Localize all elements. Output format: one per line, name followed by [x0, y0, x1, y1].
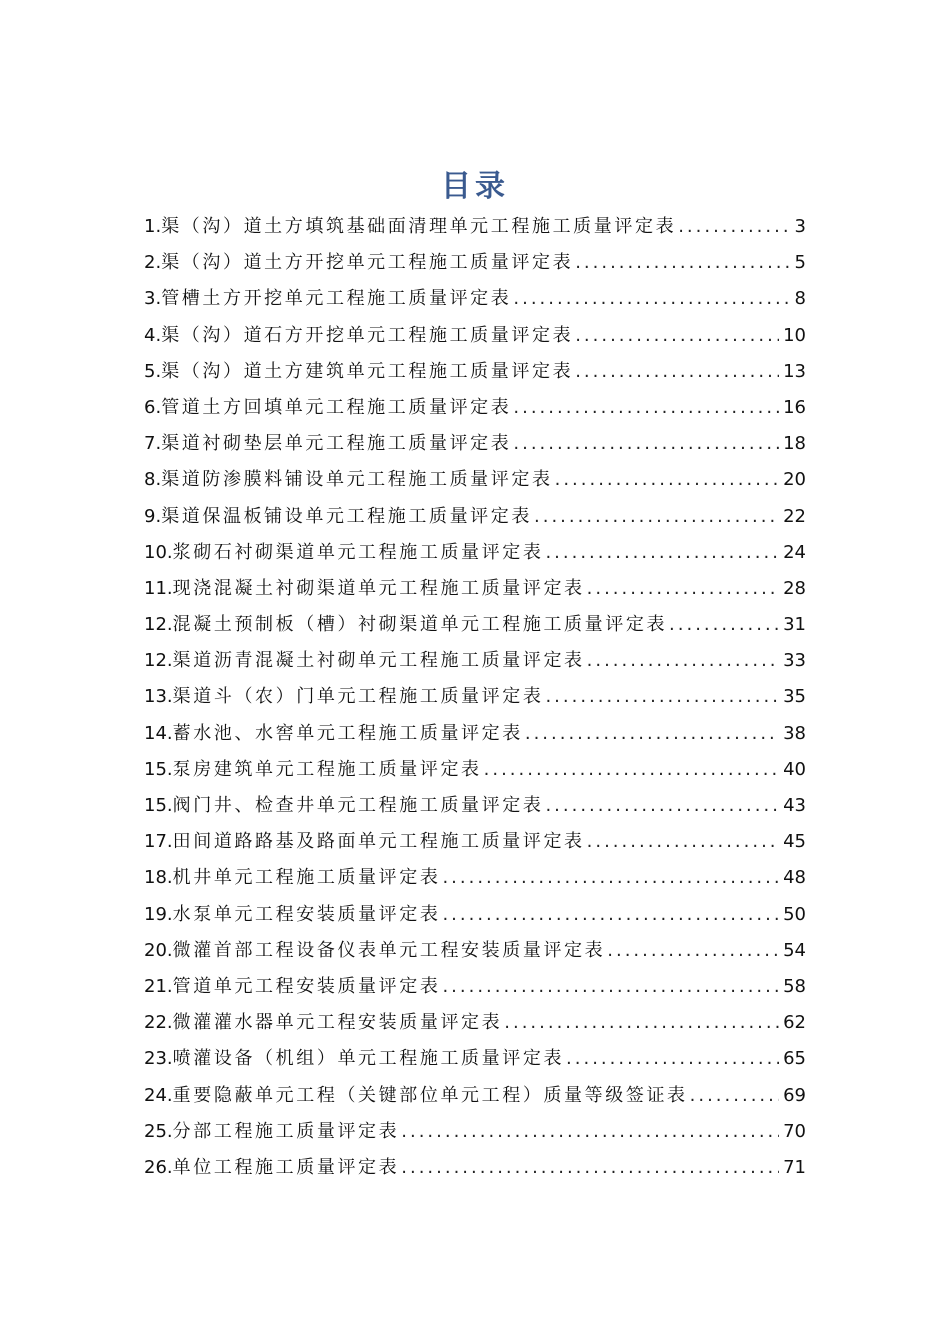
toc-entry-number: 9.: [144, 505, 162, 527]
toc-entry-title: 田间道路路基及路面单元工程施工质量评定表: [172, 831, 585, 853]
toc-dot-leader: [575, 252, 790, 273]
toc-list: [144, 212, 806, 1189]
toc-entry-page-number: 31: [783, 614, 806, 636]
toc-dot-leader: [678, 216, 790, 237]
toc-entry[interactable]: [144, 972, 806, 1008]
toc-dot-leader: [442, 904, 779, 925]
toc-entry-title: 渠（沟）道土方建筑单元工程施工质量评定表: [161, 360, 574, 382]
toc-entry[interactable]: [144, 212, 806, 248]
toc-entry-title: 阀门井、检查井单元工程施工质量评定表: [172, 795, 544, 816]
toc-entry-title: 重要隐蔽单元工程（关键部位单元工程）质量等级签证表: [172, 1084, 688, 1106]
toc-entry[interactable]: [144, 502, 806, 538]
toc-entry-title: 微灌灌水器单元工程安装质量评定表: [172, 1012, 503, 1034]
toc-entry-title: 泵房建筑单元工程施工质量评定表: [172, 758, 482, 780]
toc-entry-number: 24.: [144, 1084, 173, 1106]
toc-entry-title: 浆砌石衬砌渠道单元工程施工质量评定表: [172, 541, 544, 563]
toc-dot-leader: [534, 506, 779, 527]
toc-entry-page-number: 35: [783, 686, 806, 708]
toc-entry[interactable]: [144, 321, 806, 357]
toc-entry[interactable]: [144, 827, 806, 863]
toc-dot-leader: [669, 614, 779, 635]
toc-dot-leader: [566, 1048, 779, 1069]
toc-dot-leader: [504, 1012, 779, 1033]
toc-entry-number: 20.: [144, 939, 173, 961]
toc-entry-page-number: 5: [794, 252, 806, 274]
toc-entry-number: 19.: [144, 903, 173, 925]
toc-entry[interactable]: [144, 719, 806, 755]
toc-entry[interactable]: [144, 1117, 806, 1153]
toc-entry[interactable]: [144, 936, 806, 972]
toc-entry-number: 10.: [144, 541, 173, 563]
toc-dot-leader: [401, 1157, 779, 1178]
toc-entry-page-number: 20: [783, 469, 806, 491]
toc-entry-title: 渠道斗（农）门单元工程施工质量评定表: [172, 686, 544, 708]
toc-dot-leader: [484, 759, 779, 780]
toc-entry[interactable]: [144, 465, 806, 501]
toc-entry-number: 15.: [144, 758, 173, 780]
toc-entry-title: 分部工程施工质量评定表: [172, 1120, 400, 1142]
toc-entry-page-number: 43: [783, 795, 806, 816]
toc-entry[interactable]: [144, 1044, 806, 1080]
toc-entry[interactable]: [144, 429, 806, 465]
toc-dot-leader: [690, 1085, 779, 1106]
toc-entry-number: 25.: [144, 1120, 173, 1142]
toc-dot-leader: [545, 795, 779, 816]
toc-entry-page-number: 33: [783, 650, 806, 672]
toc-entry[interactable]: [144, 574, 806, 610]
toc-entry-title: 单位工程施工质量评定表: [172, 1156, 400, 1178]
toc-entry-number: 11.: [144, 577, 173, 599]
toc-entry-page-number: 62: [783, 1012, 806, 1034]
toc-entry-page-number: 54: [783, 939, 806, 961]
toc-entry-title: 渠道防渗膜料铺设单元工程施工质量评定表: [161, 469, 553, 491]
toc-entry-title: 机井单元工程施工质量评定表: [172, 867, 441, 889]
toc-entry[interactable]: [144, 610, 806, 646]
toc-dot-leader: [545, 686, 779, 707]
toc-entry-page-number: 24: [783, 541, 806, 563]
toc-entry[interactable]: [144, 755, 806, 791]
toc-entry-title: 水泵单元工程安装质量评定表: [172, 903, 441, 925]
toc-entry-page-number: 18: [783, 433, 806, 455]
toc-entry-title: 喷灌设备（机组）单元工程施工质量评定表: [172, 1048, 565, 1070]
toc-dot-leader: [587, 578, 779, 599]
toc-entry-number: 23.: [144, 1048, 173, 1070]
toc-entry[interactable]: [144, 1081, 806, 1117]
toc-entry-title: 渠道衬砌垫层单元工程施工质量评定表: [161, 433, 512, 455]
toc-entry-title: 渠（沟）道土方开挖单元工程施工质量评定表: [161, 252, 574, 274]
toc-dot-leader: [575, 361, 779, 382]
toc-entry[interactable]: [144, 393, 806, 429]
toc-entry[interactable]: [144, 682, 806, 718]
toc-entry-page-number: 65: [783, 1048, 806, 1070]
toc-entry-title: 管槽土方开挖单元工程施工质量评定表: [161, 288, 512, 310]
toc-entry[interactable]: [144, 248, 806, 284]
toc-entry-page-number: 70: [783, 1120, 806, 1142]
toc-dot-leader: [587, 650, 779, 671]
toc-entry[interactable]: [144, 284, 806, 320]
toc-entry-number: 12.: [144, 650, 173, 672]
toc-dot-leader: [442, 976, 779, 997]
toc-entry-number: 17.: [144, 831, 173, 853]
toc-entry-number: 14.: [144, 722, 173, 744]
toc-entry[interactable]: [144, 357, 806, 393]
toc-dot-leader: [513, 397, 779, 418]
toc-entry-number: 1.: [144, 216, 162, 237]
toc-dot-leader: [545, 542, 779, 563]
toc-dot-leader: [607, 940, 779, 961]
toc-dot-leader: [442, 867, 779, 888]
toc-dot-leader: [587, 831, 779, 852]
toc-entry-number: 4.: [144, 324, 162, 346]
toc-entry-title: 管道单元工程安装质量评定表: [172, 975, 441, 997]
toc-entry-page-number: 22: [783, 505, 806, 527]
toc-dot-leader: [513, 433, 779, 454]
toc-dot-leader: [513, 288, 790, 309]
toc-entry-number: 2.: [144, 252, 162, 274]
toc-entry-number: 7.: [144, 433, 162, 455]
toc-entry-title: 混凝土预制板（槽）衬砌渠道单元工程施工质量评定表: [172, 614, 668, 636]
toc-entry[interactable]: [144, 1153, 806, 1189]
toc-entry-title: 管道土方回填单元工程施工质量评定表: [161, 396, 512, 418]
toc-entry-title: 蓄水池、水窖单元工程施工质量评定表: [172, 722, 523, 744]
toc-entry-page-number: 16: [783, 396, 806, 418]
toc-entry-page-number: 28: [783, 577, 806, 599]
toc-title: 目录: [441, 169, 509, 204]
toc-entry-page-number: 71: [783, 1156, 806, 1178]
toc-dot-leader: [525, 723, 779, 744]
toc-entry-page-number: 48: [783, 867, 806, 889]
toc-entry-page-number: 10: [783, 324, 806, 346]
toc-entry-number: 21.: [144, 975, 173, 997]
toc-entry-page-number: 50: [783, 903, 806, 925]
toc-dot-leader: [575, 325, 779, 346]
toc-entry-title: 渠道保温板铺设单元工程施工质量评定表: [161, 505, 532, 527]
toc-entry-title: 渠道沥青混凝土衬砌单元工程施工质量评定表: [172, 650, 585, 672]
toc-entry-number: 8.: [144, 469, 162, 491]
toc-entry[interactable]: [144, 1008, 806, 1044]
toc-entry-number: 18.: [144, 867, 173, 889]
toc-entry-page-number: 45: [783, 831, 806, 853]
toc-entry[interactable]: [144, 863, 806, 899]
toc-entry-page-number: 69: [783, 1084, 806, 1106]
toc-entry-page-number: 13: [783, 360, 806, 382]
toc-entry-number: 22.: [144, 1012, 173, 1034]
toc-entry-number: 13.: [144, 686, 173, 708]
toc-entry-page-number: 58: [783, 975, 806, 997]
toc-entry-number: 12.: [144, 614, 173, 636]
toc-entry[interactable]: [144, 791, 806, 827]
toc-entry-title: 渠（沟）道土方填筑基础面清理单元工程施工质量评定表: [161, 216, 677, 237]
toc-entry-page-number: 8: [794, 288, 806, 310]
toc-entry-title: 微灌首部工程设备仪表单元工程安装质量评定表: [172, 939, 606, 961]
toc-entry[interactable]: [144, 646, 806, 682]
toc-entry-number: 15.: [144, 795, 173, 816]
toc-entry-page-number: 3: [794, 216, 806, 237]
toc-entry-page-number: 38: [783, 722, 806, 744]
toc-entry-number: 3.: [144, 288, 162, 310]
toc-entry-number: 6.: [144, 396, 162, 418]
toc-dot-leader: [401, 1121, 779, 1142]
toc-entry-page-number: 40: [783, 758, 806, 780]
toc-entry[interactable]: [144, 538, 806, 574]
toc-entry-number: 5.: [144, 360, 162, 382]
toc-entry-number: 26.: [144, 1156, 173, 1178]
toc-dot-leader: [555, 469, 780, 490]
toc-entry[interactable]: [144, 900, 806, 936]
toc-entry-title: 渠（沟）道石方开挖单元工程施工质量评定表: [161, 324, 574, 346]
toc-entry-title: 现浇混凝土衬砌渠道单元工程施工质量评定表: [172, 577, 585, 599]
